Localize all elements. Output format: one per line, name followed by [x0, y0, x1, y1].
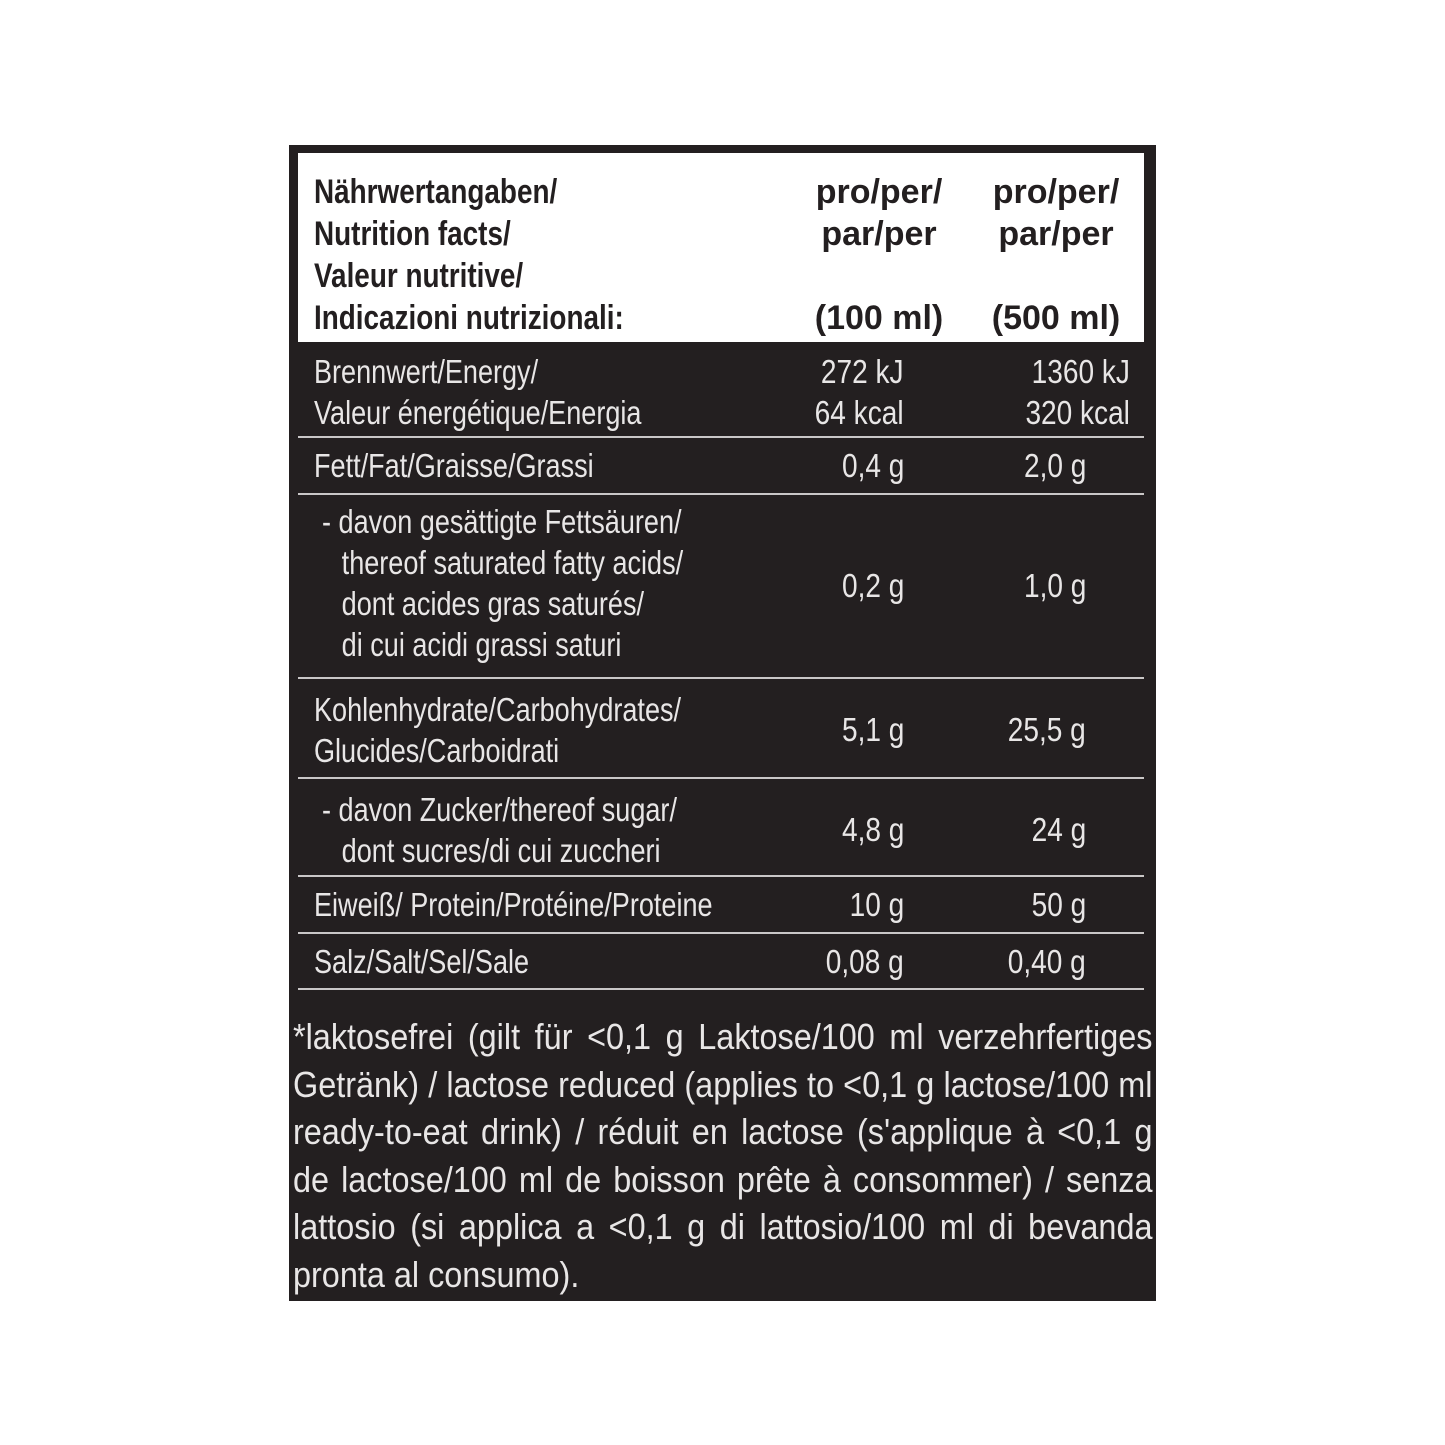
row-label	[314, 884, 713, 925]
value-line: 5,1 g	[841, 711, 904, 748]
row-label	[314, 689, 681, 771]
value-line: 320 kcal	[1025, 394, 1130, 431]
header-col-unit: (100 ml)	[814, 299, 944, 337]
value-line: 0,4 g	[841, 447, 904, 484]
row-label-line: - davon Zucker/thereof sugar/	[322, 791, 677, 828]
value-line: 50 g	[1031, 886, 1086, 923]
value-line: 0,2 g	[841, 567, 904, 604]
nutrition-rows	[298, 342, 1144, 990]
row-label-line: - davon gesättigte Fettsäuren/	[322, 503, 682, 540]
row-value-100ml	[842, 809, 904, 850]
header-col-unit: (500 ml)	[991, 299, 1121, 337]
row-value-500ml	[1024, 565, 1086, 606]
header-label-line: Nährwertangaben/	[314, 173, 558, 211]
row-label	[314, 445, 594, 486]
row-label	[314, 351, 641, 433]
value-line: 25,5 g	[1008, 711, 1086, 748]
value-line: 1360 kJ	[1031, 353, 1130, 390]
header-label	[314, 171, 624, 339]
value-line: 4,8 g	[841, 811, 904, 848]
row-label-line: Glucides/Carboidrati	[314, 732, 560, 769]
header-column-100ml	[804, 171, 954, 337]
table-header	[298, 153, 1144, 342]
value-line: 272 kJ	[821, 353, 904, 390]
row-label-line: Fett/Fat/Graisse/Grassi	[314, 447, 594, 484]
row-label-line: dont acides gras saturés/	[341, 585, 645, 622]
row-label-line: Valeur énergétique/Energia	[314, 394, 642, 431]
row-value-100ml	[842, 445, 904, 486]
table-row-energy	[298, 342, 1144, 438]
row-label-line: Kohlenhydrate/Carbohydrates/	[314, 691, 682, 728]
header-column-500ml	[981, 171, 1131, 337]
nutrition-label-panel	[289, 145, 1156, 1301]
row-value-100ml	[849, 884, 904, 925]
value-line: 0,40 g	[1008, 943, 1086, 980]
row-label-line: thereof saturated fatty acids/	[341, 544, 684, 581]
row-value-100ml	[826, 941, 904, 982]
table-row-sugar	[298, 779, 1144, 877]
header-col-line: par/per	[821, 215, 937, 253]
table-row-fat	[298, 438, 1144, 495]
header-col-line: pro/per/	[815, 173, 943, 211]
header-label-line: Nutrition facts/	[314, 215, 511, 253]
table-row-salt	[298, 934, 1144, 990]
row-label-line: dont sucres/di cui zuccheri	[341, 832, 661, 869]
table-row-saturated-fat	[298, 495, 1144, 679]
value-line: 24 g	[1031, 811, 1086, 848]
row-label	[322, 501, 683, 665]
header-col-line: par/per	[998, 215, 1114, 253]
table-row-protein	[298, 877, 1144, 934]
value-line: 2,0 g	[1023, 447, 1086, 484]
row-value-500ml	[1008, 941, 1086, 982]
header-col-line: pro/per/	[992, 173, 1120, 211]
value-line: 1,0 g	[1023, 567, 1086, 604]
value-line: 0,08 g	[826, 943, 904, 980]
value-line: 10 g	[849, 886, 904, 923]
header-label-line: Indicazioni nutrizionali:	[314, 299, 624, 337]
row-label-line: Brennwert/Energy/	[314, 353, 539, 390]
row-value-500ml	[1031, 809, 1086, 850]
table-row-carbohydrates	[298, 679, 1144, 779]
row-label-line: di cui acidi grassi saturi	[341, 626, 622, 663]
row-label	[322, 789, 677, 871]
row-value-100ml	[842, 565, 904, 606]
header-label-line: Valeur nutritive/	[314, 257, 524, 295]
row-value-500ml	[1008, 709, 1086, 750]
value-line: 64 kcal	[815, 394, 904, 431]
row-value-100ml	[815, 351, 904, 433]
row-value-500ml	[1031, 884, 1086, 925]
row-value-500ml	[1024, 445, 1086, 486]
row-value-500ml	[1026, 351, 1130, 433]
row-label-line: Salz/Salt/Sel/Sale	[314, 943, 530, 980]
row-label-line: Eiweiß/ Protein/Protéine/Proteine	[314, 886, 713, 923]
lactose-footnote: *laktosefrei (gilt für <0,1 g Laktose/100 ml verzehrfertiges Getränk) / lactose reduced (applies to <0,1 g lactose/100 ml ready-to-eat drink) / réduit en lactose (s'applique à <0,1 g de lactose/100 ml de boisson prête à consommer) / senza lattosio (si applica a <0,1 g di lattosio/100 ml di bevanda pronta al consumo).	[293, 1016, 1153, 1295]
row-label	[314, 941, 529, 982]
row-value-100ml	[842, 709, 904, 750]
